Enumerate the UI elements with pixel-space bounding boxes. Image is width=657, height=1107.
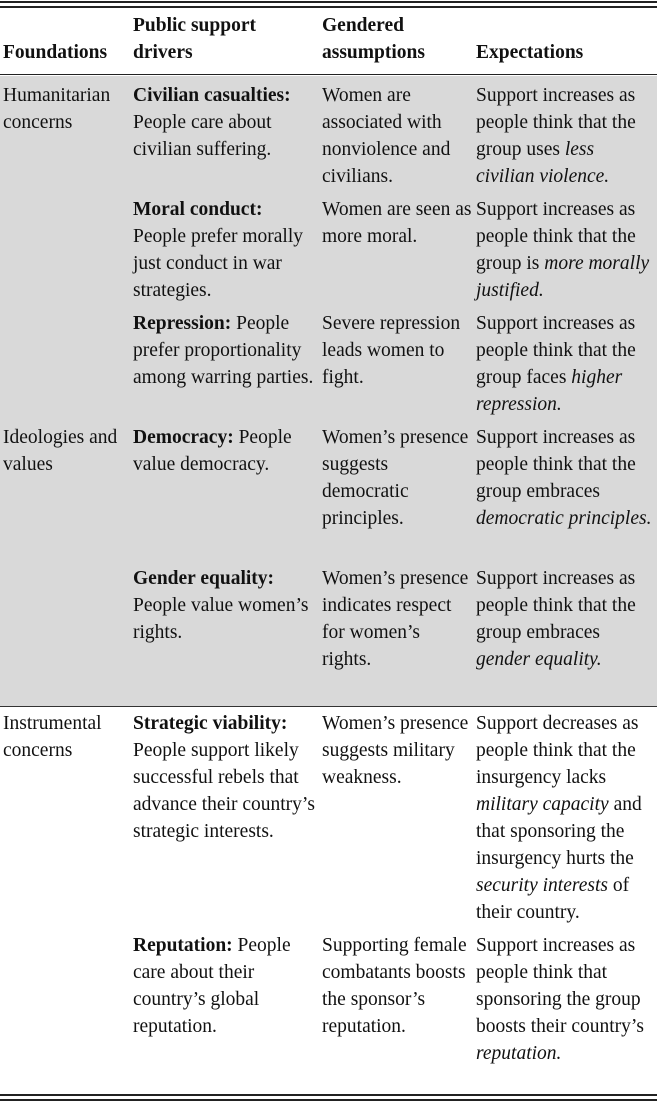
header-rule [0, 74, 657, 75]
driver-title: Moral conduct: [133, 199, 263, 220]
expect-emphasis: less civilian violence. [476, 139, 610, 187]
expect-text: Support increases as people think that the group faces [476, 313, 636, 388]
driver-title: Democracy: [133, 427, 234, 448]
top-rule-2 [0, 6, 657, 8]
expect-text: Support increases as people think that the group embraces [476, 427, 636, 502]
row-driver [133, 310, 318, 391]
driver-title: Civilian casualties: [133, 85, 291, 106]
expect-text: Support decreases as people think that the insurgency lacks [476, 713, 639, 788]
top-rule-1 [0, 1, 657, 3]
driver-title: Repression: [133, 313, 232, 334]
expect-emphasis: more morally justified. [476, 253, 650, 301]
bottom-rule-2 [0, 1099, 657, 1101]
row-assumption: Women’s presence indicates respect for women’s rights. [322, 568, 469, 670]
driver-text: People value democracy. [133, 427, 292, 475]
row-assumption: Women are associated with nonviolence and civilians. [322, 85, 451, 187]
row-driver [133, 424, 318, 478]
expect-emphasis: higher repression. [476, 367, 623, 415]
expect-text: Support increases as people think that the group uses [476, 85, 636, 160]
expect-emphasis: gender equality. [476, 649, 602, 670]
driver-text: People prefer morally just conduct in war strategies. [133, 226, 304, 301]
header-assumptions: Gendered assumptions [322, 15, 425, 63]
driver-text: People care about civilian suffering. [133, 112, 272, 160]
header-foundations: Foundations [3, 42, 108, 63]
row-assumption: Supporting female combatants boosts the sponsor’s reputation. [322, 935, 467, 1037]
row-assumption: Severe repression leads women to fight. [322, 313, 461, 388]
bottom-rule-1 [0, 1094, 657, 1096]
expect-text: Support increases as people think that the group is [476, 199, 636, 274]
row-foundation: Humanitarian concerns [3, 85, 111, 133]
driver-title: Gender equality: [133, 568, 275, 589]
row-expectation [476, 196, 657, 304]
header-drivers: Public support drivers [133, 15, 256, 63]
row-driver [133, 932, 318, 1040]
row-driver [133, 82, 318, 163]
row-expectation [476, 710, 657, 926]
header-expectations: Expectations [476, 42, 584, 63]
driver-text: People value women’s rights. [133, 595, 309, 643]
row-assumption: Women’s presence suggests democratic principles. [322, 427, 469, 529]
expect-text: of their country. [476, 875, 630, 923]
row-driver [133, 710, 318, 845]
row-driver [133, 565, 318, 646]
driver-text: People support likely successful rebels that advance their country’s strategic interests. [133, 740, 315, 842]
row-assumption: Women are seen as more moral. [322, 199, 472, 247]
expect-text: Support increases as people think that sponsoring the group boosts their country’s [476, 935, 644, 1037]
expect-text: Support increases as people think that the group embraces [476, 568, 636, 643]
driver-title: Reputation: [133, 935, 233, 956]
row-expectation [476, 82, 657, 190]
expect-text: and that sponsoring the insurgency hurts the [476, 794, 642, 869]
expect-emphasis: military capacity [476, 794, 609, 815]
expect-emphasis: reputation. [476, 1043, 562, 1064]
row-assumption: Women’s presence suggests military weakness. [322, 713, 469, 788]
row-foundation: Ideologies and values [3, 427, 118, 475]
expect-emphasis: democratic principles. [476, 508, 652, 529]
row-expectation [476, 932, 657, 1067]
row-driver [133, 196, 318, 304]
driver-text: People care about their country’s global reputation. [133, 935, 291, 1037]
expect-emphasis: security interests [476, 875, 608, 896]
row-foundation: Instrumental concerns [3, 713, 102, 761]
section-divider [0, 706, 657, 707]
driver-title: Strategic viability: [133, 713, 288, 734]
driver-text: People prefer proportionality among warring parties. [133, 313, 314, 388]
row-expectation [476, 424, 657, 532]
row-expectation [476, 565, 657, 673]
row-expectation [476, 310, 657, 418]
